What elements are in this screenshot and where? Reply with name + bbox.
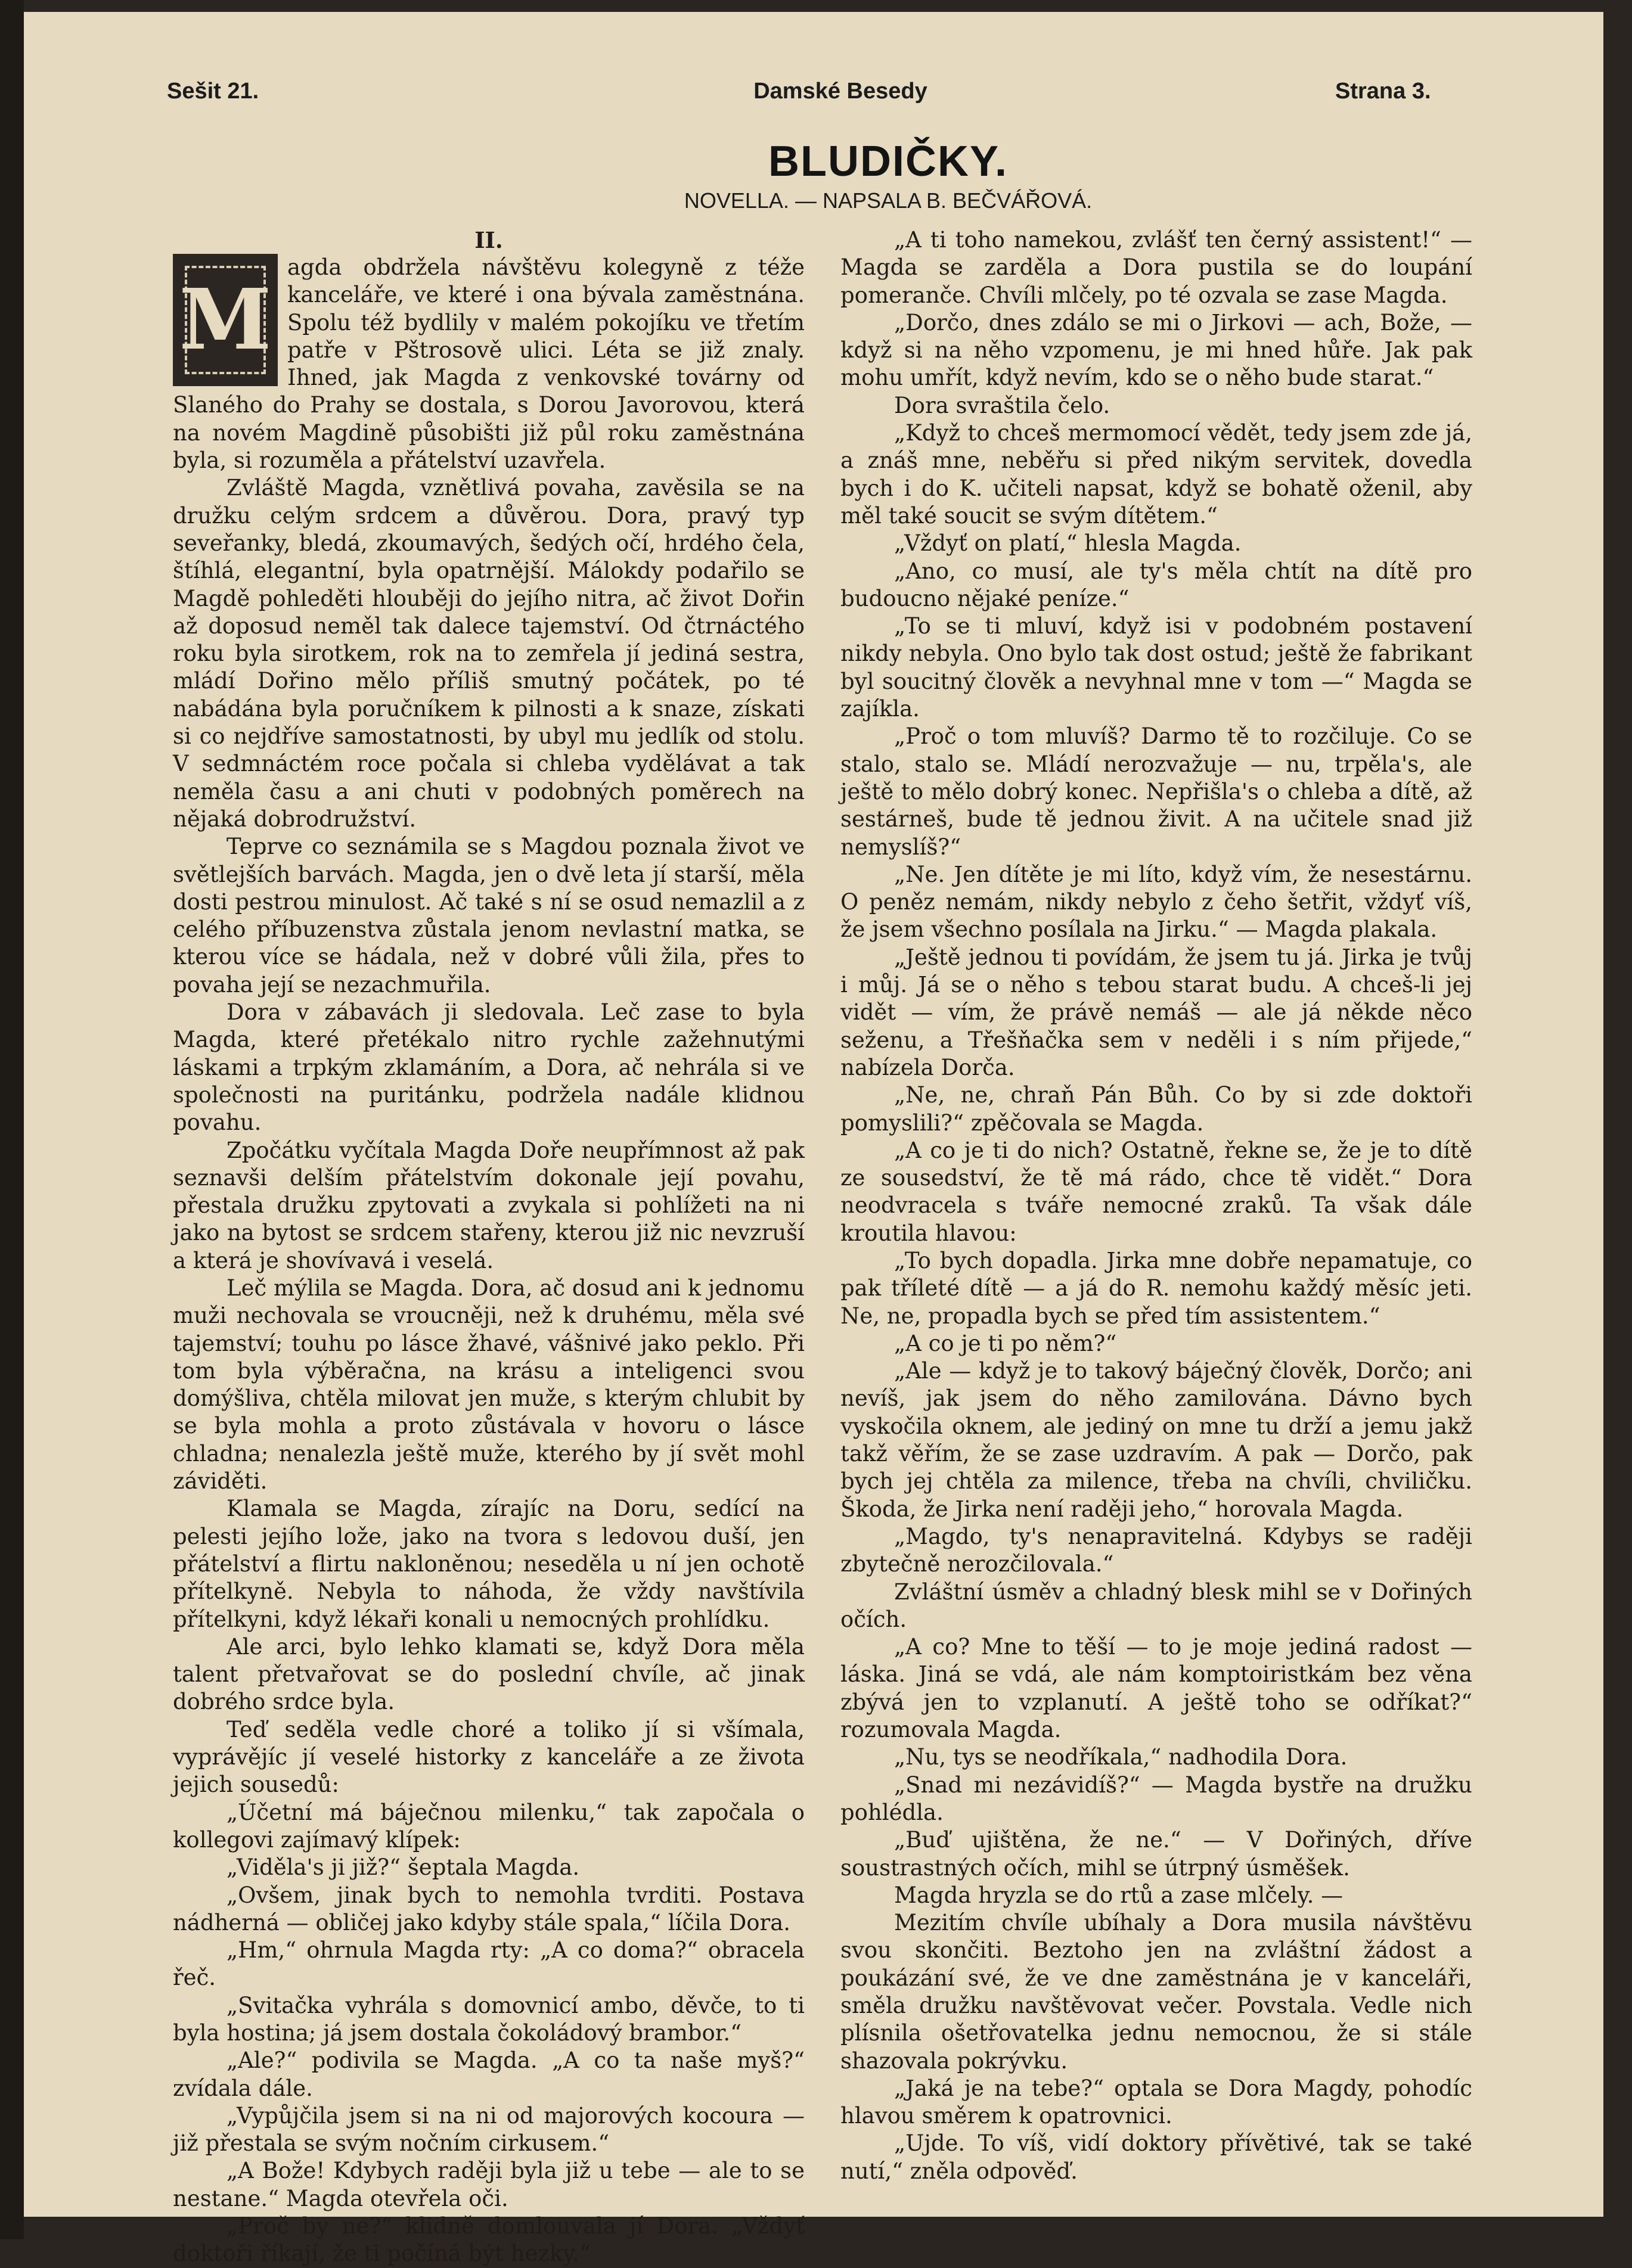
- paragraph: „Účetní má báječnou milenku,“ tak započala o kollegovi zajímavý klípek:: [173, 1799, 805, 1853]
- paragraph: Dora svraštila čelo.: [894, 392, 1110, 418]
- article-title: BLUDIČKY.: [768, 138, 1008, 185]
- right-column: [840, 226, 1472, 2185]
- paragraph: Zvláště Magda, vznětlivá povaha, zavěsila se na družku celým srdcem a důvěrou. Dora, pravý typ seveřanky, bledá, zkoumavých, šedých očí, hrdého čela, štíhlá, elegantní, byla opatrnější. Málokdy podařilo se Magdě pohleděti hlouběji do jejího nitra, ač život Dořin až doposud neměl tak dalece tajemství. Od čtrnáctého roku byla sirotkem, rok na to zemřela jí jediná sestra, mládí Dořino mělo příliš smutný počátek, po té nabádána byla poručníkem k pilnosti a k snaze, získati si co nejdříve samostatnosti, by ubyl mu jedlík od stolu. V sedmnáctém roce počala si chleba vydělávat a tak neměla času a ani chuti v podobných poměrech na nějaká dobrodružství.: [173, 475, 805, 832]
- header-page-number: Strana 3.: [1335, 79, 1431, 104]
- header-magazine-title: Damské Besedy: [753, 79, 927, 104]
- paragraph: „Když to chceš mermomocí vědět, tedy jsem zde já, a znáš mne, neběřu si před nikým servitek, dovedla bych i do K. učiteli napsat, když se bohatě oženil, aby měl také soucit se svým dítětem.“: [840, 420, 1472, 529]
- paragraph: „Vždyť on platí,“ hlesla Magda.: [894, 530, 1242, 557]
- paragraph: „To se ti mluví, když isi v podobném postavení nikdy nebyla. Ono bylo tak dost ostud; ještě že fabrikant byl soucitný člověk a nevyhnal mne v tom —“ Magda se zajíkla.: [840, 613, 1472, 722]
- paragraph: „A co? Mne to těší — to je moje jediná radost — láska. Jiná se vdá, ale nám komptoiristkám bez věna zbývá jen to vzplanutí. A ještě toho se odříkat?“ rozumovala Magda.: [840, 1634, 1472, 1743]
- ornamental-dropcap: [173, 254, 278, 386]
- paragraph: „A Bože! Kdybych raději byla již u tebe — ale to se nestane.“ Magda otevřela oči.: [173, 2158, 805, 2211]
- paragraph: „A co je ti po něm?“: [894, 1330, 1117, 1356]
- paragraph: „Jaká je na tebe?“ optala se Dora Magdy, pohodíc hlavou směrem k opatrovnici.: [840, 2075, 1472, 2129]
- paragraph: „Buď ujištěna, že ne.“ — V Dořiných, dříve soustrastných očích, mihl se útrpný úsměšek.: [840, 1827, 1472, 1881]
- paragraph: Leč mýlila se Magda. Dora, ač dosud ani k jednomu muži nechovala se vroucněji, než k druhému, měla své tajemství; touhu po lásce žhavé, vášnivé jako peklo. Při tom byla výběračna, na krásu a inteligenci svou domýšliva, chtěla milovat jen muže, s kterým chlubit by se byla mohla a proto zůstávala v hovoru o lásce chladna; nenalezla ještě muže, kterého by jí svět mohl záviděti.: [173, 1275, 805, 1495]
- paragraph: „Nu, tys se neodříkala,“ nadhodila Dora.: [894, 1744, 1348, 1770]
- paragraph: „Svitačka vyhrála s domovnicí ambo, děvče, to ti byla hostina; já jsem dostala čokoládový brambor.“: [173, 1992, 805, 2046]
- paragraph: Ale arci, bylo lehko klamati se, když Dora měla talent přetvařovat se do poslední chvíle, ač jinak dobrého srdce byla.: [173, 1633, 805, 1715]
- magazine-page: [24, 12, 1603, 2267]
- paragraph: „A ti toho namekou, zvlášť ten černý assistent!“ — Magda se zarděla a Dora pustila se do loupání pomeranče. Chvíli mlčely, po té ozvala se zase Magda.: [840, 227, 1472, 308]
- paragraph: „Ještě jednou ti povídám, že jsem tu já. Jirka je tvůj i můj. Já se o něho s tebou starat budu. A chceš-li jej vidět — vím, že právě nemáš — ale já někde něco seženu, a Třešňačka sem v neděli i s ním přijede,“ nabízela Dorča.: [840, 944, 1472, 1080]
- paragraph: Dora v zábavách ji sledovala. Leč zase to byla Magda, které přetékalo nitro rychle zažehnutými láskami a trpkým zklamáním, a Dora, ač nehrála si ve společnosti na puritánku, podržela nadále klidnou povahu.: [173, 999, 805, 1136]
- paragraph: Zvláštní úsměv a chladný blesk mihl se v Dořiných očích.: [840, 1579, 1472, 1632]
- paragraph: „Vypůjčila jsem si na ni od majorových kocoura — již přestala se svým nočním cirkusem.“: [173, 2102, 805, 2157]
- paragraph: „Hm,“ ohrnula Magda rty: „A co doma?“ obracela řeč.: [173, 1937, 805, 1991]
- paragraph: „Ne. Jen dítěte je mi líto, když vím, že nesestárnu. O peněz nemám, nikdy nebylo z čeho šetřit, vždyť víš, že jsem všechno posílala na Jirku.“ — Magda plakala.: [840, 861, 1472, 943]
- paragraph: „Ale — když je to takový báječný člověk, Dorčo; ani nevíš, jak jsem do něho zamilována. Dávno bych vyskočila oknem, ale jediný on mne tu drží a jemu jakž takž věřím, že se zase uzdravím. A pak — Dorčo, pak bych jej chtěla za milence, třeba na chvíli, chviličku. Škoda, že Jirka není raději jeho,“ horovala Magda.: [840, 1358, 1472, 1522]
- article-subtitle: NOVELLA. — NAPSALA B. BEČVÁŘOVÁ.: [684, 188, 1093, 213]
- paragraph: „Ne, ne, chraň Pán Bůh. Co by si zde doktoři pomyslili?“ zpěčovala se Magda.: [840, 1082, 1472, 1136]
- paragraph: „Snad mi nezávidíš?“ — Magda bystře na družku pohlédla.: [840, 1772, 1472, 1825]
- dropcap-letter: M: [179, 271, 272, 369]
- paragraph: „To bych dopadla. Jirka mne dobře nepamatuje, co pak tříleté dítě — a já do R. nemohu každý měsíc jeti. Ne, ne, propadla bych se před tím assistentem.“: [840, 1247, 1472, 1329]
- paragraph: Mezitím chvíle ubíhaly a Dora musila návštěvu svou skončiti. Beztoho jen na zvláštní žádost a poukázání své, že ve dne zaměstnána je v kanceláři, směla družku navštěvovat večer. Povstala. Vedle nich plísnila ošetřovatelka jednu nemocnou, že si stále shazovala pokrývku.: [840, 1910, 1472, 2074]
- paragraph: „A co je ti do nich? Ostatně, řekne se, že je to dítě ze sousedství, že tě má rádo, chce tě vidět.“ Dora neodvracela s tváře nemocné zraků. Ta však dále kroutila hlavou:: [840, 1137, 1472, 1246]
- paragraph: Klamala se Magda, zírajíc na Doru, sedící na pelesti jejího lože, jako na tvora s ledovou duší, jen přátelství a flirtu nakloněnou; neseděla u ní jen ochotě přítelkyně. Nebyla to náhoda, že vždy navštívila přítelkyni, když lékaři konali u nemocných prohlídku.: [173, 1496, 805, 1632]
- section-number: II.: [474, 227, 503, 253]
- paragraph: Zpočátku vyčítala Magda Doře neupřímnost až pak seznavši delším přátelstvím dokonale její povahu, přestala družku zpytovati a zvykala si pohlížeti na ni jako na bytost se srdcem stařeny, kterou již nic nevzruší a která je shovívavá i veselá.: [173, 1137, 805, 1273]
- page-binding-edge: [0, 0, 24, 2239]
- paragraph: „Ovšem, jinak bych to nemohla tvrditi. Postava nádherná — obličej jako kdyby stále spala,“ líčila Dora.: [173, 1882, 805, 1935]
- paragraph: Magda hryzla se do rtů a zase mlčely. —: [894, 1882, 1344, 1908]
- paragraph: „Ano, co musí, ale ty's měla chtít na dítě pro budoucno nějaké peníze.“: [840, 558, 1472, 611]
- paragraph: „Proč o tom mluvíš? Darmo tě to rozčiluje. Co se stalo, stalo se. Mládí nerozvažuje — nu, trpěla's, ale ještě to mělo dobrý konec. Nepřišla's o chleba a dítě, až sestárneš, bude tě jednou živit. A na učitele snad již nemyslíš?“: [840, 723, 1472, 860]
- paragraph: „Proč by ne?“ klidně domlouvala jí Dora. „Vždyť doktoři říkají, že ti počíná být hezky.“: [173, 2213, 805, 2267]
- paragraph: Teprve co seznámila se s Magdou poznala život ve světlejších barvách. Magda, jen o dvě leta jí starší, měla dosti pestrou minulost. Ač také s ní se osud nemazlil a z celého příbuzenstva zůstala jenom nevlastní matka, se kterou více se hádala, než v dobré vůli žila, přes to povaha její se nezachmuřila.: [173, 834, 805, 998]
- paragraph: „Magdo, ty's nenapravitelná. Kdybys se raději zbytečně nerozčilovala.“: [840, 1523, 1472, 1577]
- paragraph: Teď seděla vedle choré a toliko jí si všímala, vyprávějíc jí veselé historky z kanceláře a ze života jejich sousedů:: [173, 1716, 805, 1798]
- paragraph: „Ujde. To víš, vidí doktory přívětivé, tak se také nutí,“ zněla odpověď.: [840, 2130, 1472, 2184]
- dropcap-frame: [179, 266, 272, 374]
- left-column: [173, 226, 805, 2268]
- paragraph: „Ale?“ podivila se Magda. „A co ta naše myš?“ zvídala dále.: [173, 2048, 805, 2101]
- paragraph: „Viděla's ji již?“ šeptala Magda.: [227, 1854, 580, 1881]
- paragraph: agda obdržela návštěvu kolegyně z téže kanceláře, ve které i ona bývala zaměstnána. Spolu též bydlily v malém pokojíku ve třetím patře v Pštrosově ulici. Léta se již znaly. Ihned, jak Magda z venkovské továrny od Slaného do Prahy se dostala, s Dorou Javorovou, která na novém Magdině působišti již půl roku zaměstnána byla, si rozuměla a přátelství uzavřela.: [173, 254, 805, 474]
- header-issue: Sešit 21.: [167, 79, 259, 104]
- paragraph: „Dorčo, dnes zdálo se mi o Jirkovi — ach, Bože, — když si na něho vzpomenu, je mi hned hůře. Jak pak mohu umřít, když nevím, kdo se o něho bude starat.“: [840, 309, 1472, 391]
